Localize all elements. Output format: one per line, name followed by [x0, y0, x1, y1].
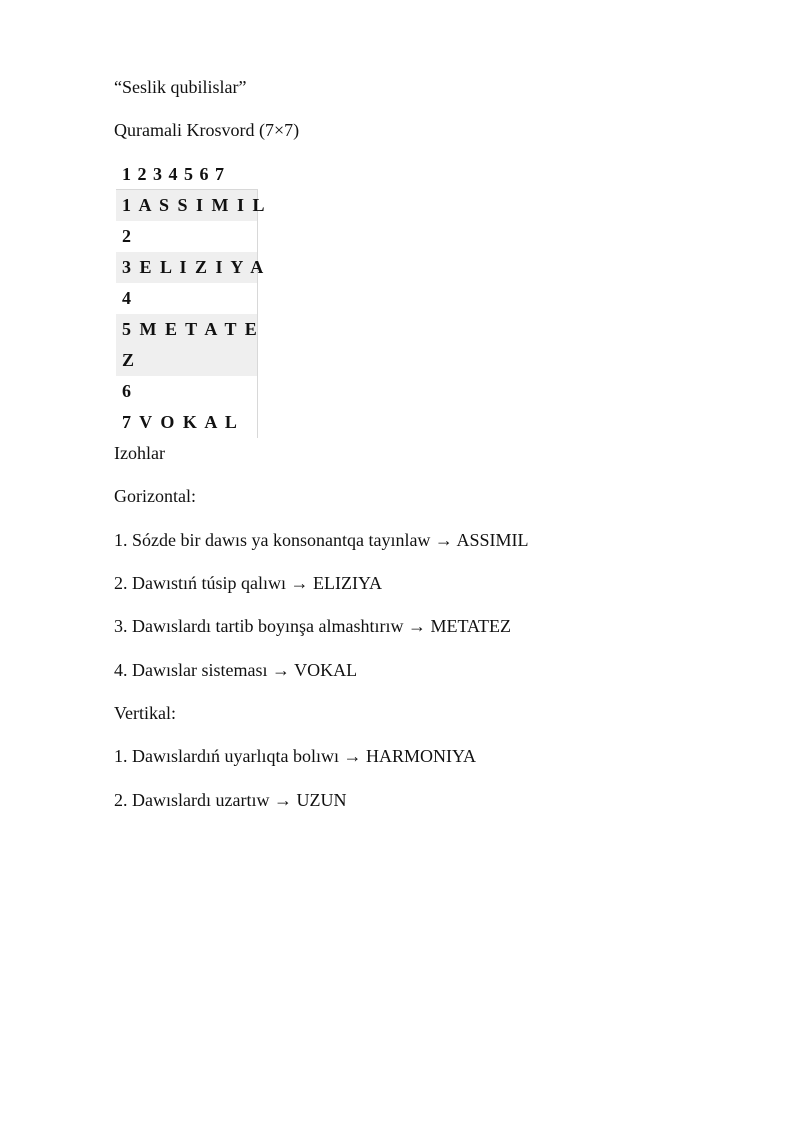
horizontal-clue-1: 1. Sózde bir dawıs ya konsonantqa tayınlaw → ASSIMIL — [114, 530, 529, 550]
document-title: “Seslik qubilislar” — [114, 77, 247, 97]
vertical-heading: Vertikal: — [114, 703, 176, 723]
grid-row-4: 4 — [122, 288, 133, 308]
crossword-grid — [116, 159, 267, 438]
horizontal-heading: Gorizontal: — [114, 486, 196, 506]
horizontal-clue-2: 2. Dawıstıń túsip qalıwı → ELIZIYA — [114, 573, 382, 593]
vertical-clue-1: 1. Dawıslardıń uyarlıqta bolıwı → HARMONIYA — [114, 746, 476, 766]
notes-heading: Izohlar — [114, 443, 165, 463]
grid-row-5-wrap: Z — [116, 345, 257, 376]
horizontal-clue-3: 3. Dawıslardı tartib boyınşa almashtırıw → METATEZ — [114, 616, 511, 636]
vertical-clue-2: 2. Dawıslardı uzartıw → UZUN — [114, 790, 347, 810]
grid-row-3: 3 E L I Z I Y A — [116, 252, 257, 283]
grid-row-6: 6 — [122, 381, 133, 401]
grid-row-5: 5 M E T A T E — [116, 314, 257, 345]
crossword-subtitle: Quramali Krosvord (7×7) — [114, 120, 300, 140]
grid-row-7: 7 V O K A L — [122, 412, 239, 432]
grid-body — [116, 189, 267, 438]
horizontal-clue-4: 4. Dawıslar sisteması → VOKAL — [114, 660, 358, 680]
grid-row-2: 2 — [122, 226, 133, 246]
grid-row-1: 1 A S S I M I L — [116, 190, 257, 221]
grid-column-numbers: 1 2 3 4 5 6 7 — [122, 164, 225, 184]
